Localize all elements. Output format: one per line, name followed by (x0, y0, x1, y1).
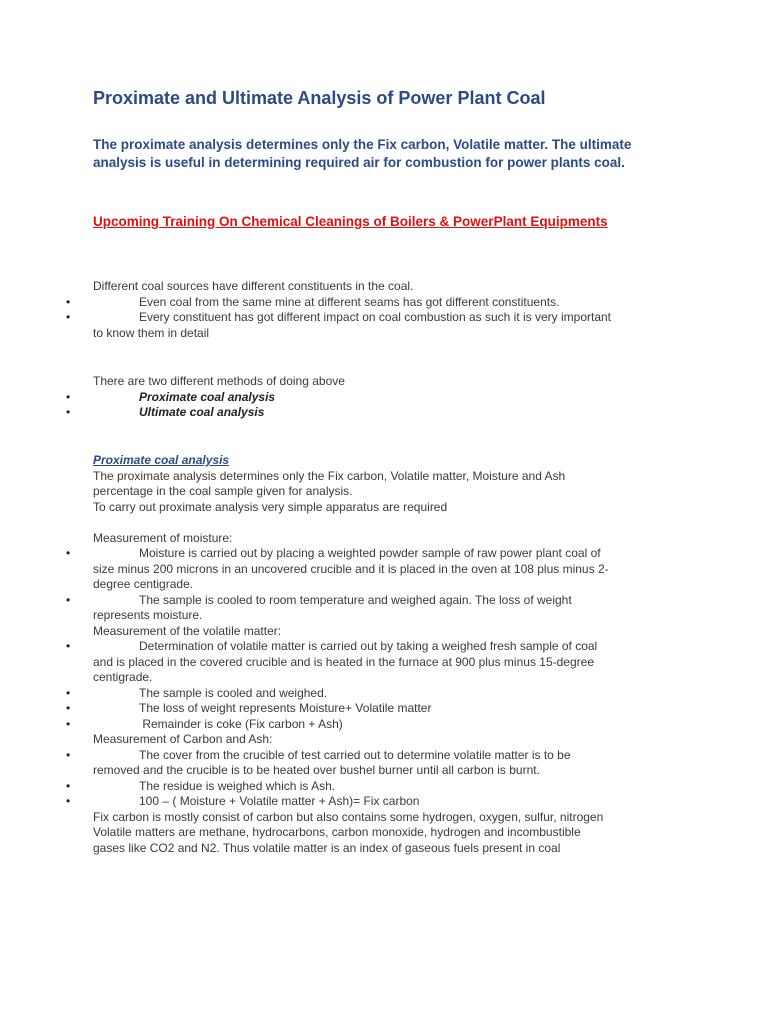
bullet-icon: • (66, 592, 71, 607)
methods-section (66, 374, 683, 421)
method-ultimate: Ultimate coal analysis (139, 405, 265, 419)
list-item-text: Determination of volatile matter is carried out by taking a weighed fresh sample of coal (139, 639, 598, 653)
closing-line: Fix carbon is mostly consist of carbon but also contains some hydrogen, oxygen, sulfur, nitrogen (93, 809, 604, 824)
bullet-icon: • (66, 546, 71, 560)
list-item (66, 389, 683, 406)
list-item (66, 794, 683, 810)
bullet-icon: • (66, 778, 71, 793)
page-title: Proximate and Ultimate Analysis of Power Plant Coal (93, 88, 546, 108)
proximate-line: percentage in the coal sample given for analysis. (93, 484, 353, 498)
bullet-icon: • (66, 747, 71, 762)
method-proximate: Proximate coal analysis (139, 389, 276, 404)
list-item-text: The residue is weighed which is Ash. (139, 778, 336, 793)
list-item (66, 405, 683, 421)
bullet-icon: • (66, 294, 71, 309)
training-link[interactable]: Upcoming Training On Chemical Cleanings of Boilers & PowerPlant Equipments (93, 214, 608, 229)
bullet-icon: • (66, 794, 71, 808)
list-item-text: The sample is cooled to room temperature and weighed again. The loss of weight (139, 592, 572, 607)
proximate-heading-link[interactable]: Proximate coal analysis (93, 453, 230, 467)
proximate-line: To carry out proximate analysis very simple apparatus are required (93, 499, 448, 514)
list-item-text-continued: removed and the crucible is to be heated over bushel burner until all carbon is burnt. (93, 763, 540, 777)
list-item-text: Moisture is carried out by placing a weighted powder sample of raw power plant coal of (139, 546, 601, 560)
closing-line: Volatile matters are methane, hydrocarbons, carbon monoxide, hydrogen and incombustible (93, 825, 581, 839)
list-item (66, 546, 683, 593)
proximate-section (66, 453, 683, 856)
list-item-text-continued: size minus 200 microns in an uncovered crucible and it is placed in the oven at 108 plus minus 2- (93, 561, 609, 576)
list-item (66, 639, 683, 686)
bullet-icon: • (66, 389, 71, 404)
list-item (66, 294, 683, 311)
volatile-heading: Measurement of the volatile matter: (93, 623, 282, 638)
list-item-text: Even coal from the same mine at different seams has got different constituents. (139, 294, 560, 309)
list-item-text: Remainder is coke (Fix carbon + Ash) (139, 716, 343, 731)
list-item-text: 100 – ( Moisture + Volatile matter + Ash)= Fix carbon (139, 794, 420, 808)
list-item (66, 685, 683, 702)
moisture-heading: Measurement of moisture: (93, 530, 233, 545)
bullet-icon: • (66, 405, 71, 419)
list-item-text-continued: to know them in detail (93, 325, 210, 340)
list-item-text: The sample is cooled and weighed. (139, 685, 328, 700)
list-item-text-continued: centigrade. (93, 670, 153, 684)
list-item (66, 747, 683, 779)
list-item-text-continued: and is placed in the covered crucible and is heated in the furnace at 900 plus minus 15-degree (93, 654, 594, 669)
closing-line: gases like CO2 and N2. Thus volatile matter is an index of gaseous fuels present in coal (93, 840, 561, 855)
list-item-text: Every constituent has got different impact on coal combustion as such it is very important (139, 310, 612, 324)
bullet-icon: • (66, 716, 71, 731)
bullet-icon: • (66, 685, 71, 700)
bullet-icon: • (66, 701, 71, 715)
bullet-icon: • (66, 639, 71, 653)
list-item-text: The loss of weight represents Moisture+ Volatile matter (139, 701, 432, 715)
list-item (66, 310, 683, 341)
list-item-text-continued: degree centigrade. (93, 577, 194, 591)
proximate-line: The proximate analysis determines only the Fix carbon, Volatile matter, Moisture and Ash (93, 468, 566, 483)
intro-section (66, 279, 683, 341)
list-item (66, 716, 683, 733)
list-item (66, 592, 683, 624)
intro-line: Different coal sources have different constituents in the coal. (93, 279, 414, 293)
list-item-text-continued: represents moisture. (93, 608, 203, 622)
bullet-icon: • (66, 310, 71, 324)
list-item (66, 701, 683, 717)
methods-line: There are two different methods of doing above (93, 374, 345, 388)
lead-paragraph: The proximate analysis determines only the Fix carbon, Volatile matter. The ultimate analysis is useful in determining required air for combustion for power plants coal. (93, 137, 632, 170)
list-item (66, 778, 683, 795)
carbon-ash-heading: Measurement of Carbon and Ash: (93, 732, 273, 746)
list-item-text: The cover from the crucible of test carried out to determine volatile matter is to be (139, 747, 571, 762)
